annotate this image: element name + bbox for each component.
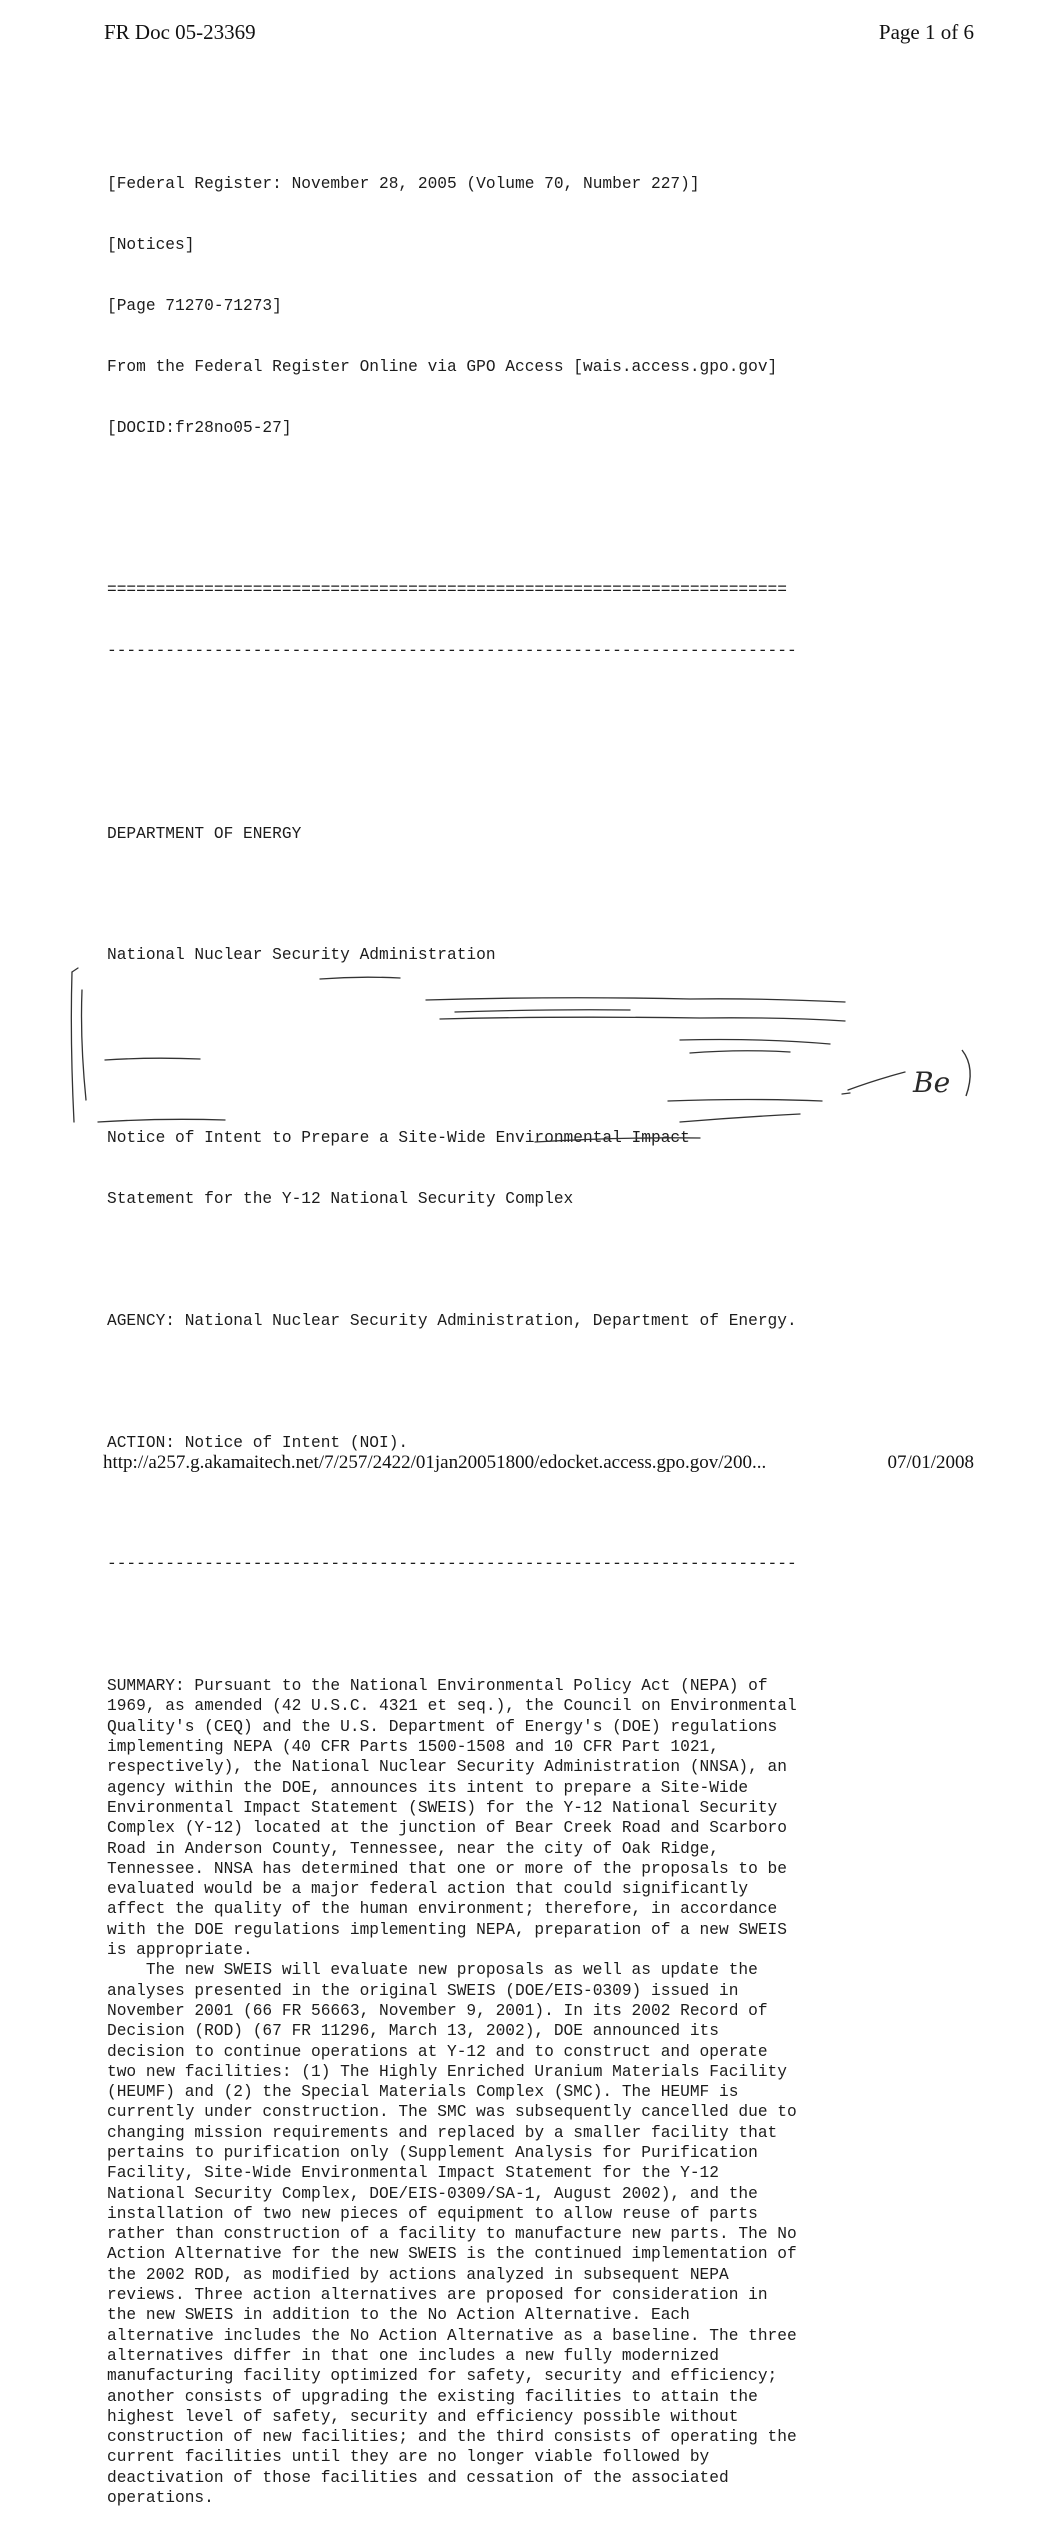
summary-line: changing mission requirements and replaced by a smaller facility that (107, 2123, 778, 2142)
bracket-close (962, 1050, 970, 1096)
summary-section (107, 1676, 877, 2508)
summary-line: the new SWEIS in addition to the No Action Alternative. Each (107, 2306, 690, 2325)
summary-line: Road in Anderson County, Tennessee, near the city of Oak Ridge, (107, 1839, 719, 1858)
margin-bracket (82, 990, 87, 1100)
summary-line: with the DOE regulations implementing NEPA, preparation of a new SWEIS (107, 1920, 787, 1939)
summary-line: reviews. Three action alternatives are proposed for consideration in (107, 2286, 768, 2305)
summary-line: construction of new facilities; and the third consists of operating the (107, 2428, 797, 2447)
summary-line: Complex (Y-12) located at the junction of Bear Creek Road and Scarboro (107, 1819, 787, 1838)
summary-line: alternatives differ in that one includes a new fully modernized (107, 2346, 719, 2365)
notice-title-line: Notice of Intent to Prepare a Site-Wide Environmental Impact (107, 1129, 690, 1148)
department-heading: DEPARTMENT OF ENERGY (107, 824, 302, 843)
summary-line: currently under construction. The SMC was subsequently cancelled due to (107, 2103, 797, 2122)
margin-bracket (72, 968, 78, 972)
summary-line: current facilities until they are no longer viable followed by (107, 2448, 710, 2467)
summary-line: respectively), the National Nuclear Security Administration (NNSA), an (107, 1758, 787, 1777)
summary-line: decision to continue operations at Y-12 and to construct and operate (107, 2042, 768, 2061)
summary-line: pertains to purification only (Supplement Analysis for Purification (107, 2143, 758, 2162)
summary-line: National Security Complex, DOE/EIS-0309/SA-1, August 2002), and the (107, 2184, 758, 2203)
summary-line: affect the quality of the human environment; therefore, in accordance (107, 1900, 778, 1919)
summary-line: Facility, Site-Wide Environmental Impact Statement for the Y-12 (107, 2164, 719, 2183)
single-rule: ----------------------------------------------------------------------- (107, 642, 797, 661)
summary-line: 1969, as amended (42 U.S.C. 4321 et seq.), the Council on Environmental (107, 1697, 797, 1716)
summary-line: rather than construction of a facility to manufacture new parts. The No (107, 2225, 797, 2244)
single-rule: ----------------------------------------------------------------------- (107, 1555, 797, 1574)
document-body (107, 93, 877, 2529)
meta-line: [Notices] (107, 236, 195, 255)
summary-line: analyses presented in the original SWEIS (DOE/EIS-0309) issued in (107, 1981, 739, 2000)
summary-line: operations. (107, 2489, 214, 2508)
summary-line: SUMMARY: Pursuant to the National Environmental Policy Act (NEPA) of (107, 1677, 768, 1696)
summary-line: Action Alternative for the new SWEIS is the continued implementation of (107, 2245, 797, 2264)
summary-line: agency within the DOE, announces its intent to prepare a Site-Wide (107, 1778, 749, 1797)
sub-agency-heading: National Nuclear Security Administration (107, 946, 496, 965)
double-rule: ====================================================================== (107, 581, 787, 600)
meta-line: [Federal Register: November 28, 2005 (Volume 70, Number 227)] (107, 175, 700, 194)
summary-line: The new SWEIS will evaluate new proposals as well as update the (107, 1961, 758, 1980)
agency-line: AGENCY: National Nuclear Security Administration, Department of Energy. (107, 1311, 797, 1330)
meta-line: From the Federal Register Online via GPO Access [wais.access.gpo.gov] (107, 357, 778, 376)
document-id: FR Doc 05-23369 (104, 20, 256, 44)
summary-line: (HEUMF) and (2) the Special Materials Complex (SMC). The HEUMF is (107, 2083, 739, 2102)
summary-line: is appropriate. (107, 1941, 253, 1960)
footer-date: 07/01/2008 (887, 1452, 974, 1473)
register-meta (107, 134, 877, 479)
meta-line: [DOCID:fr28no05-27] (107, 418, 292, 437)
page-number: Page 1 of 6 (878, 20, 974, 44)
summary-line: alternative includes the No Action Alternative as a baseline. The three (107, 2326, 797, 2345)
summary-line: another consists of upgrading the existing facilities to attain the (107, 2387, 758, 2406)
summary-line: deactivation of those facilities and cessation of the associated (107, 2468, 729, 2487)
summary-line: the 2002 ROD, as modified by actions analyzed in subsequent NEPA (107, 2265, 729, 2284)
footer-url: http://a257.g.akamaitech.net/7/257/2422/01jan20051800/edocket.access.gpo.gov/200... (103, 1452, 767, 1473)
summary-line: Environmental Impact Statement (SWEIS) for the Y-12 National Security (107, 1798, 778, 1817)
margin-bracket (71, 972, 74, 1122)
summary-line: Decision (ROD) (67 FR 11296, March 13, 2002), DOE announced its (107, 2022, 719, 2041)
summary-line: implementing NEPA (40 CFR Parts 1500-1508 and 10 CFR Part 1021, (107, 1738, 719, 1757)
summary-line: November 2001 (66 FR 56663, November 9, 2001). In its 2002 Record of (107, 2001, 768, 2020)
summary-line: Quality's (CEQ) and the U.S. Department of Energy's (DOE) regulations (107, 1717, 778, 1736)
summary-line: evaluated would be a major federal action that could significantly (107, 1880, 749, 1899)
handwritten-note: Be (913, 1066, 951, 1099)
action-line: ACTION: Notice of Intent (NOI). (107, 1433, 409, 1452)
notice-title-line: Statement for the Y-12 National Security Complex (107, 1190, 574, 1209)
summary-line: two new facilities: (1) The Highly Enriched Uranium Materials Facility (107, 2062, 787, 2081)
summary-line: manufacturing facility optimized for safety, security and efficiency; (107, 2367, 778, 2386)
summary-line: installation of two new pieces of equipment to allow reuse of parts (107, 2204, 758, 2223)
summary-line: Tennessee. NNSA has determined that one or more of the proposals to be (107, 1859, 787, 1878)
meta-line: [Page 71270-71273] (107, 296, 282, 315)
summary-line: highest level of safety, security and efficiency possible without (107, 2407, 739, 2426)
